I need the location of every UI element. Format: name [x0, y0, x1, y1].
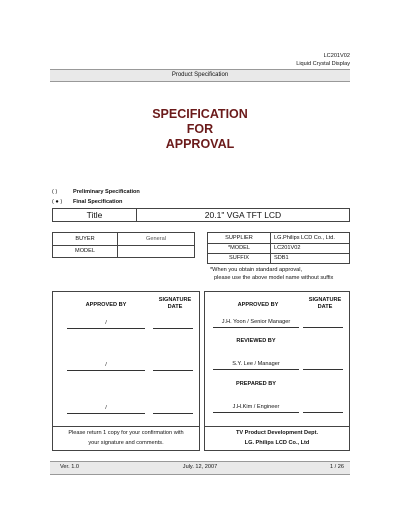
title-line-2: FOR: [186, 122, 214, 136]
dept-line-1: TV Product Development Dept.: [235, 430, 319, 436]
buyer-label: BUYER: [75, 236, 95, 242]
supplier-model-label: *MODEL: [227, 245, 251, 251]
buyer-approved-by: APPROVED BY: [85, 302, 127, 308]
reviewed-by: REVIEWED BY: [236, 338, 276, 344]
approver-name: J.H. Yoon / Senior Manager: [221, 319, 291, 325]
buyer-table: [52, 232, 195, 258]
doc-id: LC201V02: [323, 53, 350, 59]
model-label: MODEL: [75, 248, 95, 254]
supplier-model-value: LC201V02: [274, 245, 301, 251]
dept-line-2: LG. Philips LCD Co., Ltd: [244, 440, 310, 446]
title-line-1: SPECIFICATION: [152, 107, 248, 121]
doc-type: Liquid Crystal Display: [296, 61, 350, 67]
suffix-label: SUFFIX: [229, 255, 249, 261]
footer-version: Ver. 1.0: [60, 464, 79, 470]
buyer-approval-box: [52, 291, 200, 451]
footer-page: 1 / 26: [330, 464, 344, 470]
note-line-2: please use the above model name without suffix: [214, 275, 334, 281]
supplier-value: LG.Philips LCD Co., Ltd.: [274, 235, 335, 241]
supplier-approved-by: APPROVED BY: [237, 302, 279, 308]
final-checkbox[interactable]: ( ● ): [52, 199, 63, 205]
reviewer-name: S.Y. Lee / Manager: [232, 361, 280, 367]
buyer-slash-2: /: [105, 362, 107, 368]
buyer-value: General: [146, 236, 166, 242]
title-value: 20.1" VGA TFT LCD: [204, 210, 282, 220]
footer-bar: [50, 461, 350, 475]
footer-date: July. 12, 2007: [182, 464, 218, 470]
preliminary-label: Preliminary Specification: [73, 189, 140, 195]
buyer-slash-3: /: [105, 405, 107, 411]
title-line-3: APPROVAL: [165, 137, 235, 151]
supplier-label: SUPPLIER: [225, 235, 253, 241]
supplier-approval-box: [204, 291, 350, 451]
final-label: Final Specification: [73, 199, 123, 205]
title-label: Title: [86, 210, 103, 220]
buyer-signature-date: SIGNATURE DATE: [158, 297, 192, 310]
preliminary-checkbox[interactable]: ( ): [52, 189, 58, 195]
buyer-slash-1: /: [105, 320, 107, 326]
suffix-value: SDB1: [274, 255, 289, 261]
supplier-table: [207, 232, 350, 264]
note-line-1: *When you obtain standard approval,: [210, 267, 303, 273]
return-note-line-2: your signature and comments.: [88, 440, 164, 446]
prepared-by: PREPARED BY: [236, 381, 276, 387]
preparer-name: J.H.Kim / Engineer: [232, 404, 280, 410]
return-note-line-1: Please return 1 copy for your confirmation with: [68, 430, 184, 436]
supplier-signature-date: SIGNATURE DATE: [308, 297, 342, 310]
header-bar: Product Specification: [50, 69, 350, 82]
title-row: [52, 208, 350, 222]
